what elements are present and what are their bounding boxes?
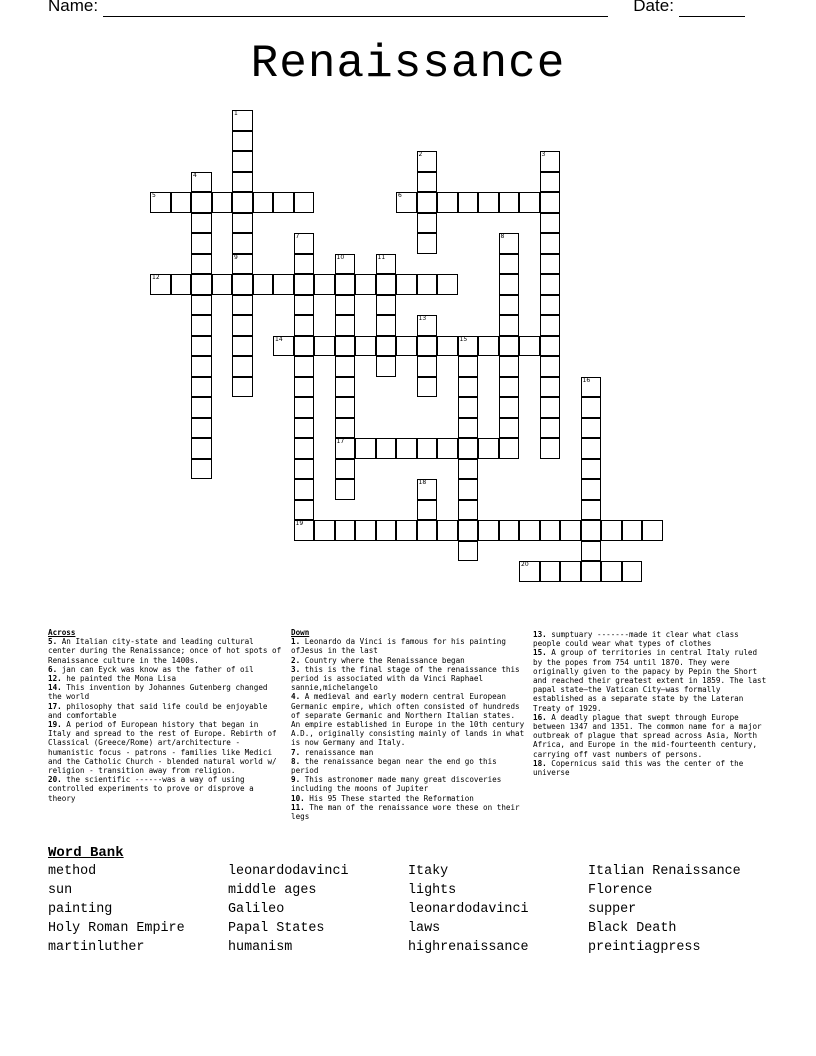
clue-text: sumptuary -------made it clear what class people could wear what types of clothes <box>533 630 739 649</box>
word-bank-entry: leonardodavinci <box>408 902 529 917</box>
crossword-cell[interactable] <box>601 520 622 541</box>
clue-number: 12 <box>152 274 160 281</box>
clue-text: the scientific ------was a way of using controlled experiments to prove or disprove a theory <box>48 775 254 803</box>
clue-number: 15. <box>533 648 547 658</box>
down-clues <box>291 628 525 821</box>
crossword-cell[interactable] <box>458 377 479 398</box>
crossword-cell[interactable] <box>396 438 417 459</box>
clue-number: 19. <box>48 720 62 730</box>
clue-text: This astronomer made many great discoveries including the moons of Jupiter <box>291 775 502 794</box>
clue-number: 2. <box>291 655 301 665</box>
crossword-cell[interactable] <box>581 377 602 398</box>
crossword-cell[interactable] <box>294 438 315 459</box>
crossword-cell[interactable] <box>540 315 561 336</box>
crossword-cell[interactable] <box>335 315 356 336</box>
crossword-cell[interactable] <box>232 295 253 316</box>
crossword-cell[interactable] <box>458 192 479 213</box>
word-bank-entry: highrenaissance <box>408 940 529 955</box>
crossword-cell[interactable] <box>417 500 438 521</box>
crossword-cell[interactable] <box>437 192 458 213</box>
name-label: Name: <box>48 0 99 15</box>
crossword-cell[interactable] <box>294 295 315 316</box>
clue-number: 10 <box>336 253 345 261</box>
clue-text: philosophy that said life could be enjoyable and comfortable <box>48 701 268 720</box>
clue <box>48 665 284 674</box>
clue-text: Leonardo da Vinci is famous for his painting ofJesus in the last <box>291 637 506 656</box>
crossword-cell[interactable] <box>335 520 356 541</box>
clue-number: 9 <box>234 253 238 261</box>
word-bank-entry: Itaky <box>408 864 449 879</box>
page-title: Renaissance <box>250 38 566 90</box>
crossword-cell[interactable] <box>232 233 253 254</box>
word-bank-title: Word Bank <box>48 845 124 861</box>
clue-text: A period of European history that began in Italy and spread to the rest of Europe. Rebirth of Classical (Greece/Rome) art/architecture - humanistic focus - patrons - families like Medici and the Catholic Church - blended natural world w/ religion - transition away from religion. <box>48 720 277 776</box>
crossword-cell[interactable] <box>540 438 561 459</box>
clue-text: An Italian city-state and leading cultural center during the Renaissance; once of hot spots of Renaissance culture in the 1400s. <box>48 637 282 665</box>
word-bank-entry: sun <box>48 883 73 898</box>
clue <box>48 683 284 701</box>
clue-text: The man of the renaissance wore these on their legs <box>291 802 520 822</box>
crossword-cell[interactable] <box>355 438 376 459</box>
crossword-cell[interactable] <box>499 274 520 295</box>
clue-text: the renaissance began near the end go this period <box>291 756 497 776</box>
crossword-cell[interactable] <box>581 561 602 582</box>
crossword-cell[interactable] <box>232 377 253 398</box>
clue-text: jan can Eyck was know as the father of oil <box>61 664 254 674</box>
clue-number: 4. <box>291 692 301 702</box>
crossword-cell[interactable] <box>458 356 479 377</box>
down-heading: Down <box>291 628 310 637</box>
crossword-cell[interactable] <box>417 213 438 234</box>
crossword-cell[interactable] <box>294 397 315 418</box>
crossword-cell[interactable] <box>335 479 356 500</box>
clue-number: 5 <box>152 192 156 199</box>
clue-number: 7 <box>295 233 300 240</box>
word-bank-entry: Papal States <box>228 921 325 936</box>
crossword-cell[interactable] <box>150 192 171 213</box>
clue <box>533 648 769 712</box>
crossword-cell[interactable] <box>499 192 520 213</box>
crossword-cell[interactable] <box>540 233 561 254</box>
crossword-cell[interactable] <box>314 520 335 541</box>
clue-number: 15 <box>459 335 468 343</box>
clue <box>291 665 525 693</box>
crossword-cell[interactable] <box>540 254 561 275</box>
clue-number: 8. <box>291 756 301 766</box>
crossword-cell[interactable] <box>540 274 561 295</box>
crossword-cell[interactable] <box>519 520 540 541</box>
clue-number: 1 <box>234 110 238 117</box>
crossword-cell[interactable] <box>335 356 356 377</box>
crossword-cell[interactable] <box>417 479 438 500</box>
clue-text: he painted the Mona Lisa <box>66 674 177 684</box>
word-bank-entry: laws <box>408 921 441 936</box>
crossword-cell[interactable] <box>581 397 602 418</box>
clue <box>48 775 284 803</box>
clue-number: 11 <box>377 253 386 261</box>
crossword-cell[interactable] <box>417 315 438 336</box>
clue <box>291 748 525 757</box>
crossword-cell[interactable] <box>335 295 356 316</box>
crossword-cell[interactable] <box>642 520 663 541</box>
crossword-cell[interactable] <box>376 274 397 295</box>
crossword-cell[interactable] <box>335 438 356 459</box>
down-clues-continued <box>533 630 769 777</box>
crossword-cell[interactable] <box>519 561 540 582</box>
crossword-cell[interactable] <box>540 377 561 398</box>
crossword-cell[interactable] <box>212 192 233 213</box>
crossword-cell[interactable] <box>335 274 356 295</box>
crossword-cell[interactable] <box>191 377 212 398</box>
crossword-cell[interactable] <box>294 520 315 541</box>
crossword-cell[interactable] <box>212 274 233 295</box>
clue <box>291 757 525 775</box>
clue <box>48 674 284 683</box>
crossword-cell[interactable] <box>499 336 520 357</box>
clue <box>291 656 525 665</box>
crossword-cell[interactable] <box>396 336 417 357</box>
clue-number: 2 <box>418 151 423 158</box>
crossword-cell[interactable] <box>622 520 643 541</box>
clue-number: 5. <box>48 637 58 647</box>
crossword-cell[interactable] <box>499 377 520 398</box>
crossword-cell[interactable] <box>396 274 417 295</box>
crossword-cell[interactable] <box>314 336 335 357</box>
crossword-cell[interactable] <box>191 233 212 254</box>
crossword-cell[interactable] <box>191 356 212 377</box>
crossword-cell[interactable] <box>171 192 192 213</box>
crossword-cell[interactable] <box>232 336 253 357</box>
word-bank-entry: lights <box>408 883 457 898</box>
crossword-cell[interactable] <box>355 520 376 541</box>
word-bank-entry: method <box>48 864 97 879</box>
word-bank-entry: middle ages <box>228 883 317 898</box>
clue-number: 18 <box>418 479 427 486</box>
crossword-cell[interactable] <box>191 336 212 357</box>
crossword-cell[interactable] <box>458 459 479 480</box>
across-heading: Across <box>48 628 76 637</box>
crossword-cell[interactable] <box>417 438 438 459</box>
crossword-cell[interactable] <box>458 438 479 459</box>
crossword-cell[interactable] <box>581 479 602 500</box>
crossword-cell[interactable] <box>499 356 520 377</box>
word-bank-entry: Black Death <box>588 921 677 936</box>
crossword-cell[interactable] <box>499 418 520 439</box>
crossword-cell[interactable] <box>191 213 212 234</box>
crossword-cell[interactable] <box>601 561 622 582</box>
crossword-cell[interactable] <box>458 479 479 500</box>
word-bank-entry: Galileo <box>228 902 285 917</box>
crossword-cell[interactable] <box>478 336 499 357</box>
crossword-cell[interactable] <box>294 479 315 500</box>
crossword-cell[interactable] <box>417 356 438 377</box>
crossword-cell[interactable] <box>376 315 397 336</box>
clue <box>48 702 284 720</box>
crossword-cell[interactable] <box>458 520 479 541</box>
clue-number: 17. <box>48 701 62 711</box>
crossword-cell[interactable] <box>253 274 274 295</box>
crossword-cell[interactable] <box>191 459 212 480</box>
crossword-cell[interactable] <box>294 377 315 398</box>
clue <box>48 720 284 775</box>
clue-number: 16 <box>582 376 591 384</box>
crossword-cell[interactable] <box>376 438 397 459</box>
crossword-cell[interactable] <box>150 274 171 295</box>
crossword-cell[interactable] <box>294 336 315 357</box>
clue <box>533 759 769 777</box>
crossword-cell[interactable] <box>335 459 356 480</box>
crossword-cell[interactable] <box>232 356 253 377</box>
crossword-cell[interactable] <box>581 500 602 521</box>
crossword-cell[interactable] <box>335 336 356 357</box>
clue-number: 6. <box>48 664 58 674</box>
crossword-cell[interactable] <box>437 520 458 541</box>
clue-text: A deadly plague that swept through Europe between 1347 and 1351. The common name for a major outbreak of plague that spread across Asia, North Africa, and Europe in the mid-fourteenth century, carrying off vast numbers of persons. <box>533 712 762 759</box>
crossword-cell[interactable] <box>232 131 253 152</box>
crossword-cell[interactable] <box>232 213 253 234</box>
crossword-cell[interactable] <box>191 172 212 193</box>
crossword-cell[interactable] <box>232 274 253 295</box>
crossword-cell[interactable] <box>458 500 479 521</box>
crossword-cell[interactable] <box>417 151 438 172</box>
clue-text: His 95 These started the Reformation <box>309 793 474 803</box>
crossword-cell[interactable] <box>191 254 212 275</box>
crossword-cell[interactable] <box>232 254 253 275</box>
crossword-cell[interactable] <box>581 459 602 480</box>
clue <box>291 775 525 793</box>
crossword-cell[interactable] <box>478 520 499 541</box>
crossword-cell[interactable] <box>581 418 602 439</box>
date-line[interactable] <box>679 0 745 17</box>
crossword-cell[interactable] <box>540 192 561 213</box>
crossword-cell[interactable] <box>232 110 253 131</box>
clue-number: 1. <box>291 637 301 647</box>
crossword-cell[interactable] <box>417 233 438 254</box>
crossword-cell[interactable] <box>294 192 315 213</box>
crossword-cell[interactable] <box>396 192 417 213</box>
clue-number: 20. <box>48 775 62 785</box>
clue-number: 7. <box>291 747 301 757</box>
crossword-cell[interactable] <box>437 336 458 357</box>
word-bank-entry: Florence <box>588 883 653 898</box>
crossword-cell[interactable] <box>499 520 520 541</box>
crossword-cell[interactable] <box>417 172 438 193</box>
crossword-cell[interactable] <box>314 274 335 295</box>
crossword-cell[interactable] <box>335 254 356 275</box>
clue-text: this is the final stage of the renaissance this period is associated with da Vinci Raphael sannie,michelangelo <box>291 664 520 693</box>
crossword-cell[interactable] <box>437 438 458 459</box>
crossword-cell[interactable] <box>294 500 315 521</box>
word-bank-entry: leonardodavinci <box>228 864 349 879</box>
clue <box>533 630 769 648</box>
clue-text: A medieval and early modern central European Germanic empire, which often consisted of hundreds of separate Germanic and Northern Italian states. An empire established in Europe in the 10th century A.D., originally consisting mainly of lands in what is now Germany and Italy. <box>291 692 525 748</box>
clue-number: 6 <box>398 192 402 199</box>
word-bank-entry: Holy Roman Empire <box>48 921 185 936</box>
crossword-cell[interactable] <box>335 418 356 439</box>
clue-number: 19 <box>295 520 304 527</box>
clue-text: renaissance man <box>304 747 374 757</box>
date-label: Date: <box>633 0 674 15</box>
clue-number: 14 <box>275 335 283 343</box>
clue-number: 20 <box>521 561 529 568</box>
crossword-cell[interactable] <box>581 520 602 541</box>
crossword-cell[interactable] <box>232 172 253 193</box>
word-bank-entry: supper <box>588 902 637 917</box>
clue-text: Country where the Renaissance began <box>304 655 465 665</box>
crossword-cell[interactable] <box>376 520 397 541</box>
crossword-cell[interactable] <box>396 520 417 541</box>
crossword-cell[interactable] <box>355 274 376 295</box>
crossword-cell[interactable] <box>622 561 643 582</box>
crossword-cell[interactable] <box>191 192 212 213</box>
name-line[interactable] <box>103 0 608 17</box>
crossword-cell[interactable] <box>519 336 540 357</box>
crossword-cell[interactable] <box>499 397 520 418</box>
clue-number: 12. <box>48 674 62 684</box>
crossword-cell[interactable] <box>540 397 561 418</box>
clue <box>291 692 525 747</box>
crossword-cell[interactable] <box>355 336 376 357</box>
crossword-cell[interactable] <box>294 459 315 480</box>
crossword-cell[interactable] <box>232 151 253 172</box>
crossword-cell[interactable] <box>191 418 212 439</box>
word-bank-entry: preintiagpress <box>588 940 701 955</box>
crossword-cell[interactable] <box>540 561 561 582</box>
crossword-cell[interactable] <box>478 438 499 459</box>
clue-number: 8 <box>500 233 505 240</box>
clue-number: 4 <box>193 171 197 179</box>
crossword-cell[interactable] <box>294 274 315 295</box>
crossword-cell[interactable] <box>191 315 212 336</box>
crossword-cell[interactable] <box>581 438 602 459</box>
crossword-cell[interactable] <box>581 541 602 562</box>
crossword-cell[interactable] <box>540 336 561 357</box>
crossword-cell[interactable] <box>191 274 212 295</box>
crossword-cell[interactable] <box>499 254 520 275</box>
crossword-cell[interactable] <box>417 274 438 295</box>
crossword-cell[interactable] <box>376 336 397 357</box>
clue-number: 11. <box>291 802 305 812</box>
crossword-cell[interactable] <box>560 520 581 541</box>
crossword-cell[interactable] <box>376 356 397 377</box>
crossword-cell[interactable] <box>294 315 315 336</box>
crossword-cell[interactable] <box>376 254 397 275</box>
crossword-cell[interactable] <box>171 274 192 295</box>
word-bank-entry: painting <box>48 902 113 917</box>
crossword-cell[interactable] <box>560 561 581 582</box>
crossword-cell[interactable] <box>417 377 438 398</box>
crossword-cell[interactable] <box>540 356 561 377</box>
crossword-cell[interactable] <box>499 233 520 254</box>
word-bank-entry: martinluther <box>48 940 145 955</box>
clue <box>291 637 525 655</box>
crossword-cell[interactable] <box>499 315 520 336</box>
crossword-cell[interactable] <box>294 356 315 377</box>
crossword-cell[interactable] <box>499 438 520 459</box>
crossword-cell[interactable] <box>335 377 356 398</box>
crossword-cell[interactable] <box>273 336 294 357</box>
crossword-cell[interactable] <box>417 336 438 357</box>
clue-number: 17 <box>336 438 345 445</box>
clue <box>48 637 284 665</box>
clue <box>533 713 769 759</box>
word-bank-entry: humanism <box>228 940 293 955</box>
clue-number: 9. <box>291 775 301 785</box>
crossword-cell[interactable] <box>417 520 438 541</box>
crossword-cell[interactable] <box>499 295 520 316</box>
clue-number: 18. <box>533 758 547 768</box>
crossword-cell[interactable] <box>540 295 561 316</box>
crossword-cell[interactable] <box>540 213 561 234</box>
crossword-cell[interactable] <box>294 254 315 275</box>
clue-number: 16. <box>533 712 547 722</box>
crossword-cell[interactable] <box>232 315 253 336</box>
clue <box>291 794 525 803</box>
clue <box>291 803 525 821</box>
clue-number: 10. <box>291 793 305 803</box>
crossword-cell[interactable] <box>376 295 397 316</box>
crossword-cell[interactable] <box>294 418 315 439</box>
name-date-header <box>48 0 745 17</box>
crossword-cell[interactable] <box>191 295 212 316</box>
crossword-cell[interactable] <box>458 336 479 357</box>
clue-number: 13. <box>533 630 547 639</box>
crossword-cell[interactable] <box>540 418 561 439</box>
crossword-cell[interactable] <box>417 192 438 213</box>
crossword-cell[interactable] <box>191 438 212 459</box>
crossword-cell[interactable] <box>478 192 499 213</box>
crossword-cell[interactable] <box>273 274 294 295</box>
crossword-cell[interactable] <box>458 541 479 562</box>
crossword-cell[interactable] <box>540 151 561 172</box>
crossword-cell[interactable] <box>294 233 315 254</box>
clue-text: Copernicus said this was the center of the universe <box>533 758 744 778</box>
crossword-cell[interactable] <box>191 397 212 418</box>
crossword-cell[interactable] <box>273 192 294 213</box>
clue-number: 13 <box>418 315 427 322</box>
crossword-cell[interactable] <box>540 172 561 193</box>
crossword-cell[interactable] <box>458 397 479 418</box>
crossword-cell[interactable] <box>458 418 479 439</box>
crossword-cell[interactable] <box>335 397 356 418</box>
clue-number: 3 <box>541 151 546 158</box>
clue-number: 3. <box>291 664 301 674</box>
across-clues <box>48 628 284 803</box>
word-bank-entry: Italian Renaissance <box>588 864 741 879</box>
crossword-cell[interactable] <box>540 520 561 541</box>
clue-text: This invention by Johannes Gutenberg changed the world <box>48 683 268 702</box>
crossword-cell[interactable] <box>253 192 274 213</box>
crossword-cell[interactable] <box>519 192 540 213</box>
clue-number: 14. <box>48 683 62 693</box>
crossword-cell[interactable] <box>437 274 458 295</box>
clue-text: A group of territories in central Italy ruled by the popes from 754 until 1870. They were originally given to the papacy by Pepin the Short and reached their greatest extent in 1859. The last papal state—the Vatican City—was formally established as a separate state by the Lateran Treaty of 1929. <box>533 648 767 713</box>
crossword-cell[interactable] <box>232 192 253 213</box>
